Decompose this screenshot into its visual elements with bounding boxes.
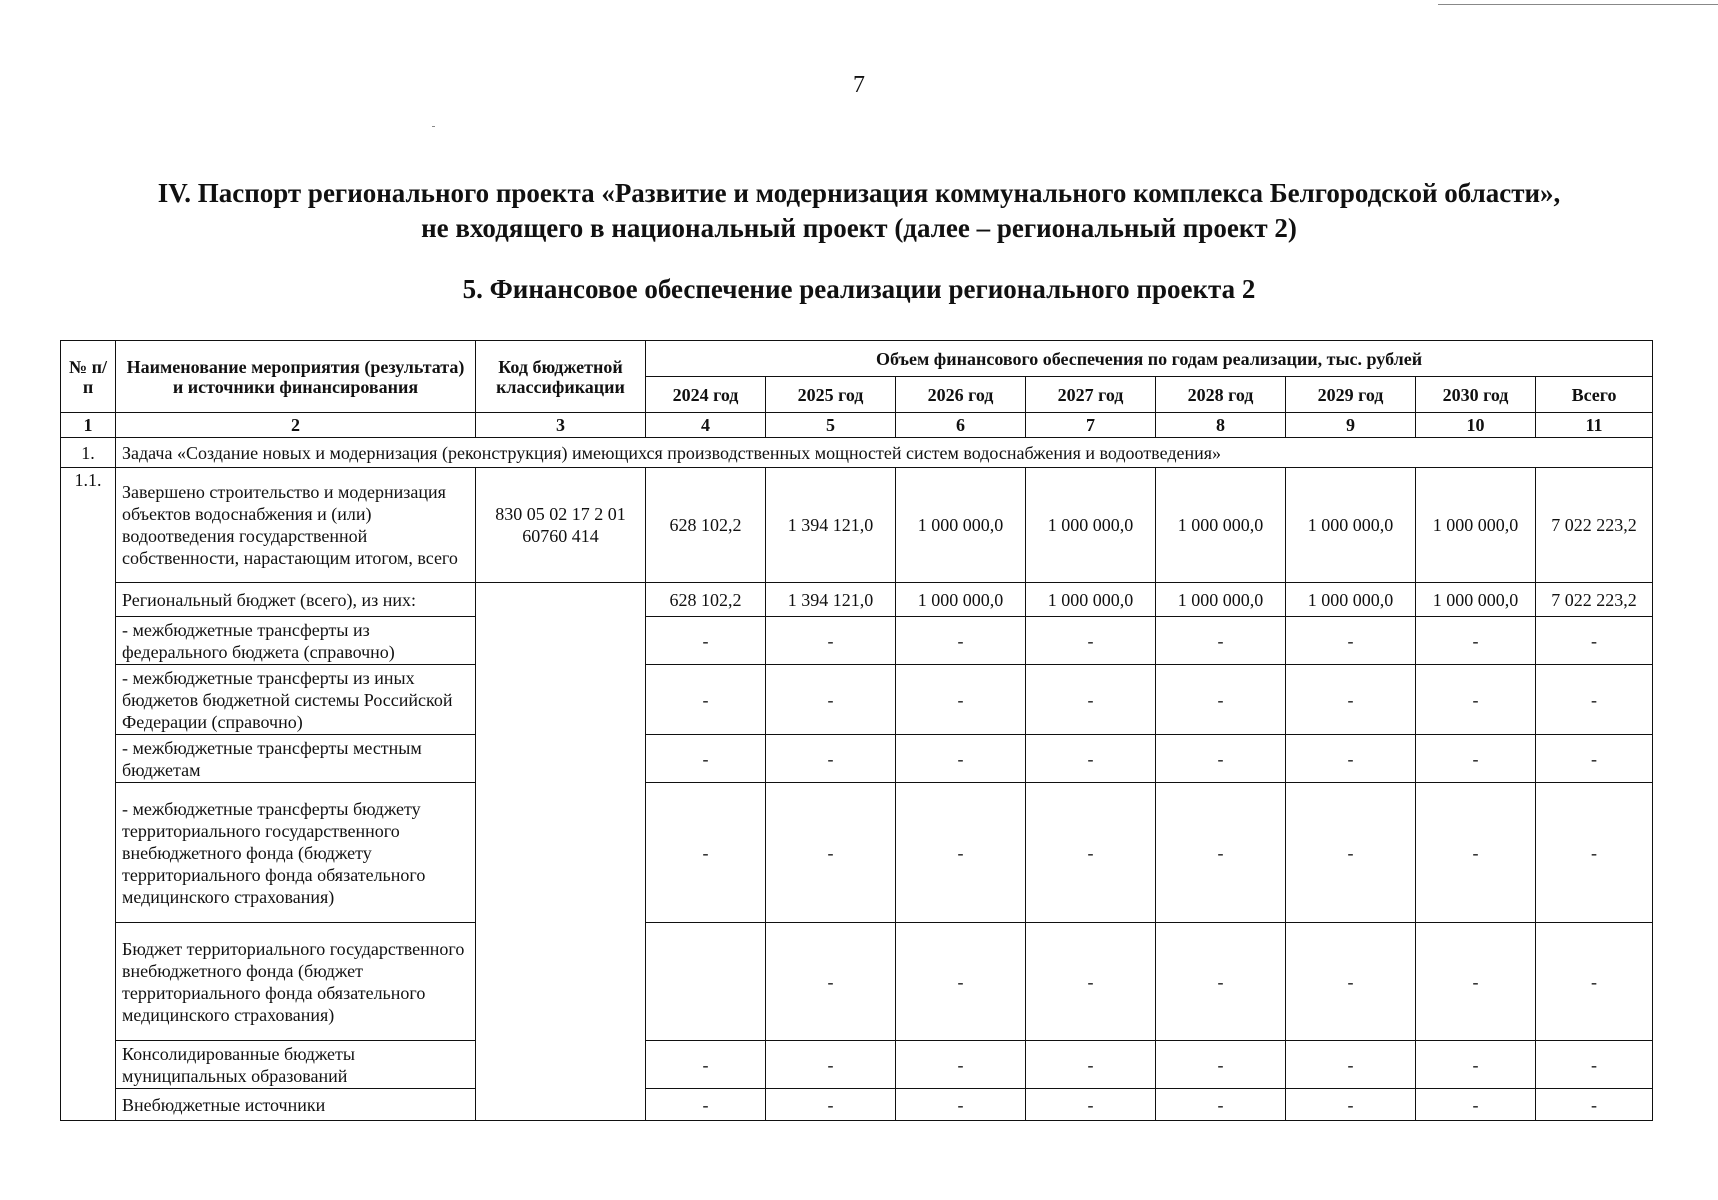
source-name: Бюджет территориального государственного внебюджетного фонда (бюджет территориального фонда обязательного медицинского страхования) — [116, 923, 476, 1041]
section-title: 5. Финансовое обеспечение реализации регионального проекта 2 — [462, 274, 1256, 304]
value-cell: - — [1416, 1089, 1536, 1121]
header-year: 2028 год — [1156, 377, 1286, 413]
value-cell: - — [1286, 1041, 1416, 1089]
value-cell: - — [1536, 923, 1653, 1041]
value-cell: 1 394 121,0 — [766, 583, 896, 617]
value-cell: - — [646, 665, 766, 735]
value-cell: - — [1026, 1041, 1156, 1089]
budget-code-empty — [646, 923, 766, 1041]
column-index: 10 — [1416, 413, 1536, 438]
value-cell: 1 000 000,0 — [1156, 583, 1286, 617]
source-name: Консолидированные бюджеты муниципальных образований — [116, 1041, 476, 1089]
financing-table — [60, 340, 1653, 1121]
value-cell: - — [1026, 665, 1156, 735]
value-cell: - — [646, 1089, 766, 1121]
value-cell: - — [896, 617, 1026, 665]
task-number: 1. — [61, 438, 116, 468]
task-text: Задача «Создание новых и модернизация (реконструкция) имеющихся производственных мощностей систем водоснабжения и водоотведения» — [116, 438, 1653, 468]
value-cell: - — [896, 735, 1026, 783]
value-cell: - — [1536, 617, 1653, 665]
value-cell: - — [1026, 1089, 1156, 1121]
value-cell: - — [1286, 783, 1416, 923]
header-name: Наименование мероприятия (результата) и источники финансирования — [116, 341, 476, 413]
value-cell: - — [646, 617, 766, 665]
value-cell: - — [1286, 1089, 1416, 1121]
column-index: 8 — [1156, 413, 1286, 438]
value-cell: 1 394 121,0 — [766, 468, 896, 583]
budget-code-empty — [476, 1041, 646, 1089]
value-cell: - — [1156, 1041, 1286, 1089]
value-cell: - — [896, 923, 1026, 1041]
value-cell: 628 102,2 — [646, 468, 766, 583]
page-number: 7 — [853, 72, 865, 98]
budget-code: 830 05 02 17 2 01 60760 414 — [476, 468, 646, 583]
value-cell: 1 000 000,0 — [1416, 583, 1536, 617]
source-row — [61, 1089, 1653, 1121]
header-code: Код бюджетной классификации — [476, 341, 646, 413]
source-row — [61, 583, 1653, 617]
source-name: Региональный бюджет (всего), из них: — [116, 583, 476, 617]
value-cell: - — [1416, 665, 1536, 735]
header-total: Всего — [1536, 377, 1653, 413]
value-cell: - — [646, 735, 766, 783]
value-cell: - — [1156, 783, 1286, 923]
column-index: 2 — [116, 413, 476, 438]
value-cell: - — [1156, 1089, 1286, 1121]
value-cell: - — [766, 1089, 896, 1121]
header-year: 2026 год — [896, 377, 1026, 413]
value-cell: 628 102,2 — [646, 583, 766, 617]
column-index: 11 — [1536, 413, 1653, 438]
value-cell: - — [1026, 617, 1156, 665]
source-name: - межбюджетные трансферты бюджету территориального государственного внебюджетного фонда (бюджету территориального фонда обязательного медицинского страхования) — [116, 783, 476, 923]
source-name: - межбюджетные трансферты из иных бюджетов бюджетной системы Российской Федерации (справочно) — [116, 665, 476, 735]
source-name: - межбюджетные трансферты из федерального бюджета (справочно) — [116, 617, 476, 665]
value-cell: - — [1416, 1041, 1536, 1089]
value-cell: 1 000 000,0 — [896, 468, 1026, 583]
source-name: - межбюджетные трансферты местным бюджетам — [116, 735, 476, 783]
value-cell: - — [1156, 735, 1286, 783]
source-row — [61, 783, 1653, 923]
value-cell: - — [1536, 783, 1653, 923]
value-cell: - — [766, 735, 896, 783]
value-cell: 1 000 000,0 — [1156, 468, 1286, 583]
value-cell: 1 000 000,0 — [1026, 583, 1156, 617]
column-index-row — [61, 413, 1653, 438]
value-cell: - — [896, 1089, 1026, 1121]
value-cell: - — [1286, 735, 1416, 783]
column-index: 1 — [61, 413, 116, 438]
column-index: 7 — [1026, 413, 1156, 438]
source-row — [61, 1041, 1653, 1089]
header-year: 2030 год — [1416, 377, 1536, 413]
value-cell: - — [646, 1041, 766, 1089]
value-cell: - — [896, 783, 1026, 923]
source-name: Внебюджетные источники — [116, 1089, 476, 1121]
value-cell: - — [1416, 735, 1536, 783]
value-cell: - — [1156, 617, 1286, 665]
source-row — [61, 923, 1653, 1041]
item-name: Завершено строительство и модернизация объектов водоснабжения и (или) водоотведения государственной собственности, нарастающим итогом, всего — [116, 468, 476, 583]
value-cell: - — [1286, 665, 1416, 735]
column-index: 5 — [766, 413, 896, 438]
value-cell: - — [766, 665, 896, 735]
header-volume: Объем финансового обеспечения по годам реализации, тыс. рублей — [646, 341, 1653, 377]
header-year: 2025 год — [766, 377, 896, 413]
header-year: 2024 год — [646, 377, 766, 413]
value-cell: - — [1026, 783, 1156, 923]
value-cell: - — [1156, 923, 1286, 1041]
value-cell: - — [1286, 617, 1416, 665]
value-cell: - — [896, 665, 1026, 735]
value-cell: - — [896, 1041, 1026, 1089]
scan-artifact-line — [1438, 4, 1718, 5]
header-year: 2029 год — [1286, 377, 1416, 413]
value-cell: - — [1416, 783, 1536, 923]
value-cell: - — [1536, 665, 1653, 735]
source-row — [61, 665, 1653, 735]
value-cell: - — [1026, 735, 1156, 783]
header-year: 2027 год — [1026, 377, 1156, 413]
task-row — [61, 438, 1653, 468]
value-cell: 1 000 000,0 — [1026, 468, 1156, 583]
value-cell: - — [1416, 617, 1536, 665]
value-cell: - — [646, 783, 766, 923]
value-cell: - — [766, 617, 896, 665]
source-row — [61, 735, 1653, 783]
value-cell: - — [1026, 923, 1156, 1041]
value-cell: - — [1536, 1041, 1653, 1089]
value-cell: 1 000 000,0 — [1286, 468, 1416, 583]
value-cell: 1 000 000,0 — [1286, 583, 1416, 617]
value-cell: 1 000 000,0 — [896, 583, 1026, 617]
budget-code-empty — [476, 1089, 646, 1121]
value-cell: 7 022 223,2 — [1536, 583, 1653, 617]
column-index: 3 — [476, 413, 646, 438]
item-number: 1.1. — [61, 468, 116, 1121]
value-cell: - — [1536, 1089, 1653, 1121]
value-cell: - — [1536, 735, 1653, 783]
value-cell: - — [1416, 923, 1536, 1041]
scan-artifact-line — [432, 126, 435, 127]
header-no: № п/п — [61, 341, 116, 413]
page-title-line-1: IV. Паспорт регионального проекта «Развитие и модернизация коммунального комплекса Белгородской области», — [157, 178, 1561, 208]
value-cell: - — [1156, 665, 1286, 735]
item-row — [61, 468, 1653, 583]
column-index: 9 — [1286, 413, 1416, 438]
page-title — [60, 176, 1658, 246]
value-cell: - — [766, 783, 896, 923]
page-title-line-2: не входящего в национальный проект (далее – региональный проект 2) — [421, 213, 1297, 243]
value-cell: - — [766, 923, 896, 1041]
value-cell: - — [766, 1041, 896, 1089]
budget-code-empty — [476, 583, 646, 1041]
source-row — [61, 617, 1653, 665]
column-index: 4 — [646, 413, 766, 438]
value-cell: 1 000 000,0 — [1416, 468, 1536, 583]
value-cell: 7 022 223,2 — [1536, 468, 1653, 583]
column-index: 6 — [896, 413, 1026, 438]
value-cell: - — [1286, 923, 1416, 1041]
